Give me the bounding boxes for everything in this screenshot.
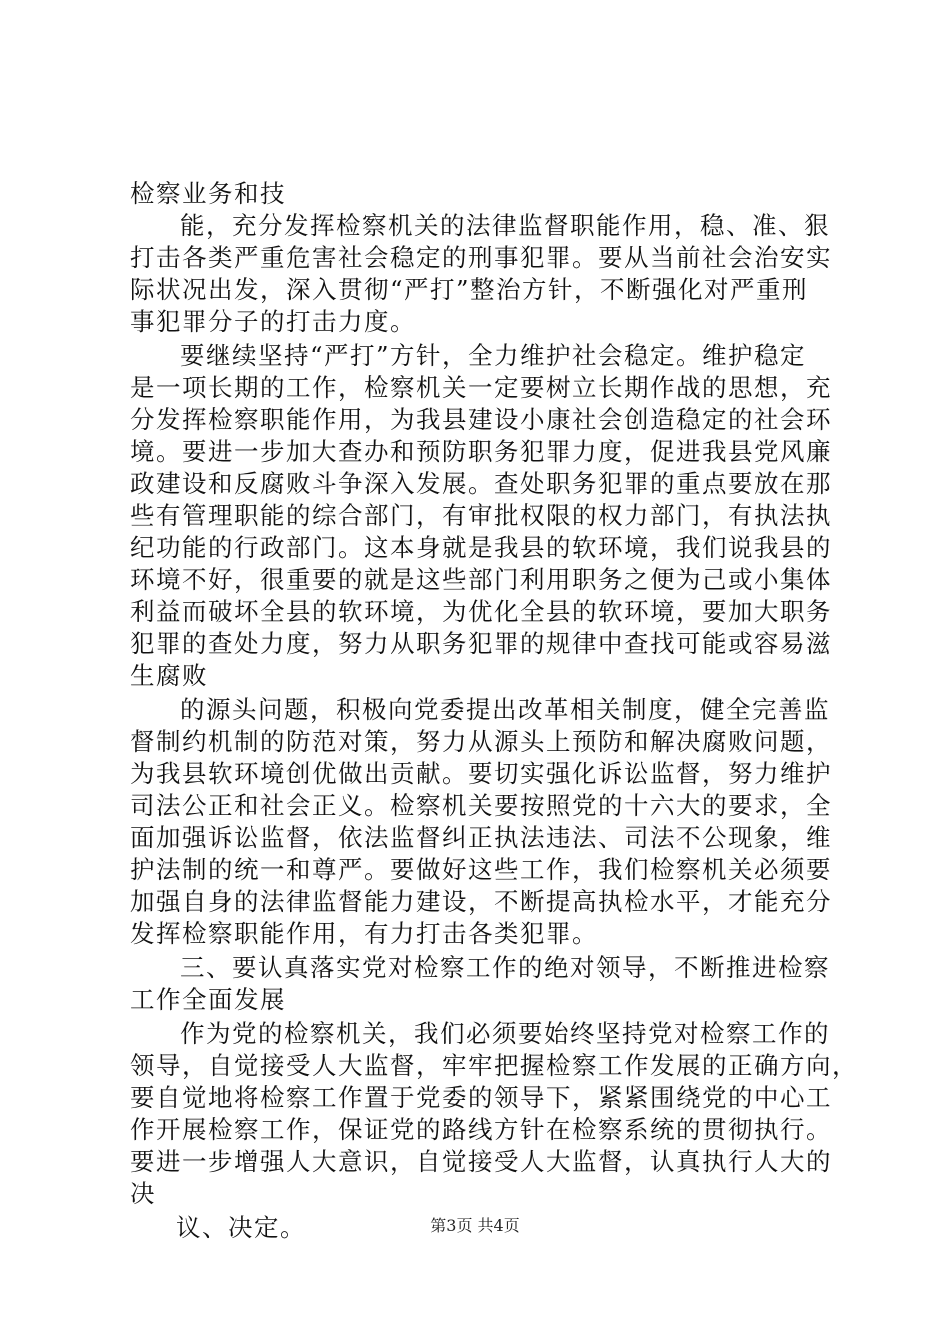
text-line: 领导，自觉接受人大监督，牢牢把握检察工作发展的正确方向， bbox=[130, 1051, 858, 1080]
text-line: 能，充分发挥检察机关的法律监督职能作用，稳、准、狠 bbox=[180, 211, 830, 240]
text-line: 决 bbox=[130, 1179, 156, 1208]
section-heading: 三、要认真落实党对检察工作的绝对领导，不断推进检察 bbox=[180, 953, 830, 982]
text-line: 纪功能的行政部门。这本身就是我县的软环境，我们说我县的 bbox=[130, 533, 832, 562]
text-line: 利益而破坏全县的软环境，为优化全县的软环境，要加大职务 bbox=[130, 597, 832, 626]
text-line: 要继续坚持“严打”方针，全力维护社会稳定。维护稳定 bbox=[180, 341, 807, 370]
text-line: 督制约机制的防范对策，努力从源头上预防和解决腐败问题， bbox=[130, 727, 832, 756]
text-line: 事犯罪分子的打击力度。 bbox=[130, 307, 416, 336]
text-line: 分发挥检察职能作用，为我县建设小康社会创造稳定的社会环 bbox=[130, 405, 832, 434]
page-number: 第3页 共4页 bbox=[430, 1216, 520, 1235]
text-line: 政建设和反腐败斗争深入发展。查处职务犯罪的重点要放在那 bbox=[130, 469, 832, 498]
text-line: 犯罪的查处力度，努力从职务犯罪的规律中查找可能或容易滋 bbox=[130, 629, 832, 658]
text-line: 议、决定。 bbox=[176, 1213, 306, 1242]
text-line: 司法公正和社会正义。检察机关要按照党的十六大的要求，全 bbox=[130, 791, 832, 820]
text-line: 发挥检察职能作用，有力打击各类犯罪。 bbox=[130, 919, 598, 948]
section-heading: 工作全面发展 bbox=[130, 985, 286, 1014]
text-line: 要进一步增强人大意识，自觉接受人大监督，认真执行人大的 bbox=[130, 1147, 832, 1176]
text-line: 环境不好，很重要的就是这些部门利用职务之便为己或小集体 bbox=[130, 565, 832, 594]
text-line: 加强自身的法律监督能力建设，不断提高执检水平，才能充分 bbox=[130, 887, 832, 916]
text-line: 护法制的统一和尊严。要做好这些工作，我们检察机关必须要 bbox=[130, 855, 832, 884]
text-line: 作为党的检察机关，我们必须要始终坚持党对检察工作的 bbox=[180, 1019, 830, 1048]
text-line: 境。要进一步加大查办和预防职务犯罪力度，促进我县党风廉 bbox=[130, 437, 832, 466]
text-line: 为我县软环境创优做出贡献。要切实强化诉讼监督，努力维护 bbox=[130, 759, 832, 788]
text-line: 些有管理职能的综合部门，有审批权限的权力部门，有执法执 bbox=[130, 501, 832, 530]
text-line: 要自觉地将检察工作置于党委的领导下，紧紧围绕党的中心工 bbox=[130, 1083, 832, 1112]
text-line: 是一项长期的工作，检察机关一定要树立长期作战的思想，充 bbox=[130, 373, 832, 402]
text-line: 检察业务和技 bbox=[130, 179, 286, 208]
text-line: 生腐败 bbox=[130, 661, 208, 690]
text-line: 作开展检察工作，保证党的路线方针在检察系统的贯彻执行。 bbox=[130, 1115, 832, 1144]
text-line: 打击各类严重危害社会稳定的刑事犯罪。要从当前社会治安实 bbox=[130, 243, 832, 272]
text-line: 际状况出发，深入贯彻“严打”整治方针，不断强化对严重刑 bbox=[130, 275, 809, 304]
text-line: 的源头问题，积极向党委提出改革相关制度，健全完善监 bbox=[180, 695, 830, 724]
text-line: 面加强诉讼监督，依法监督纠正执法违法、司法不公现象，维 bbox=[130, 823, 832, 852]
